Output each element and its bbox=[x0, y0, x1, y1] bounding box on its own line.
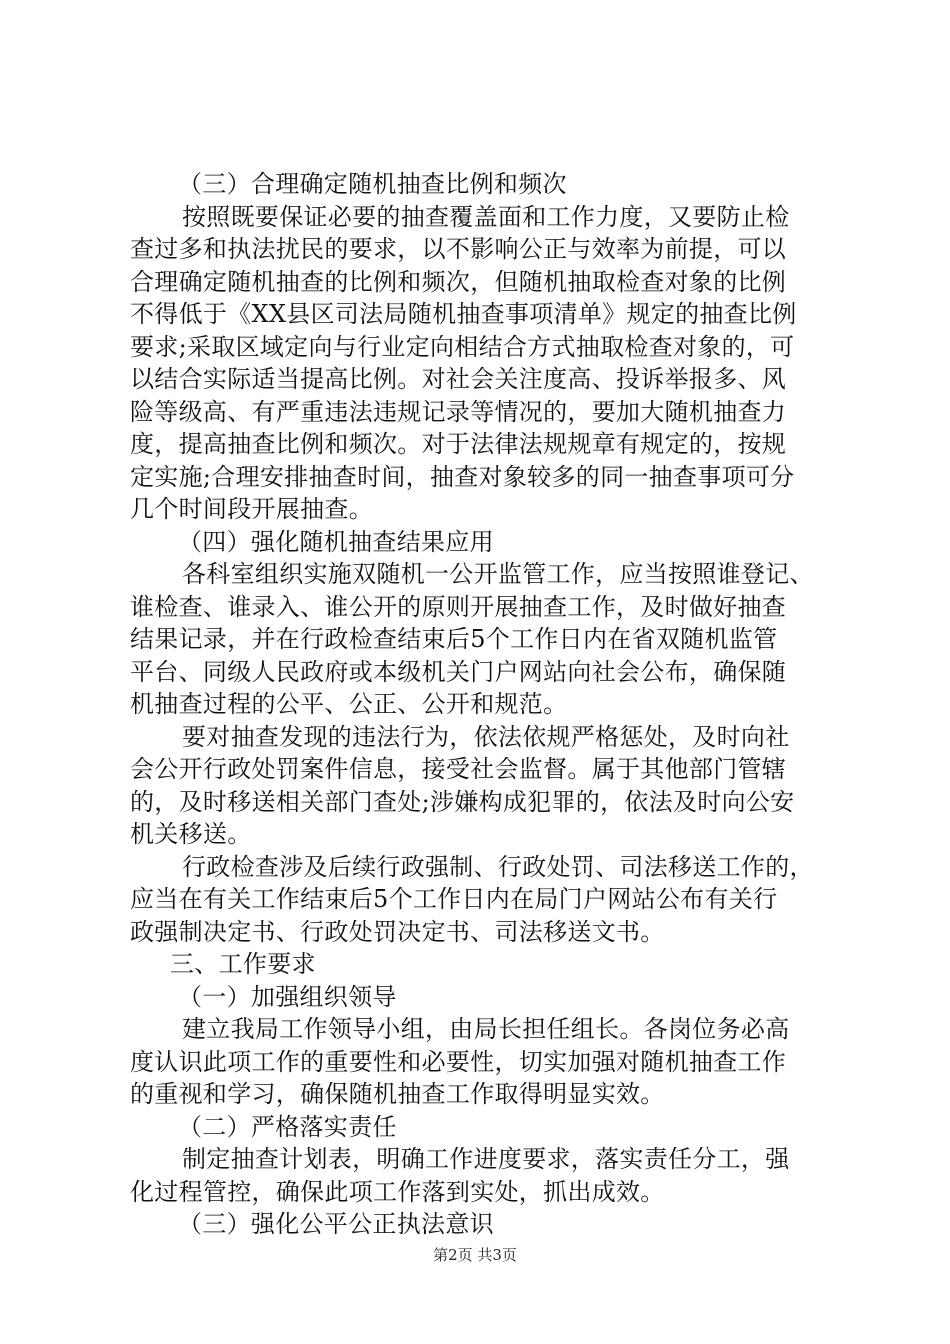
section-heading: （二）严格落实责任 bbox=[178, 1112, 397, 1141]
paragraph-line: 的重视和学习，确保随机抽查工作取得明显实效。 bbox=[130, 1080, 665, 1108]
paragraph-line: 度认识此项工作的重要性和必要性，切实加强对随机抽查工作 bbox=[130, 1047, 787, 1076]
paragraph-line: 行政检查涉及后续行政强制、行政处罚、司法移送工作的， bbox=[182, 852, 814, 881]
section-heading: （一）加强组织领导 bbox=[178, 982, 397, 1011]
paragraph-line: 险等级高、有严重违法违规记录等情况的，要加大随机抽查力 bbox=[130, 397, 787, 426]
paragraph-line: 查过多和执法扰民的要求，以不影响公正与效率为前提，可以 bbox=[130, 235, 787, 263]
document-body bbox=[130, 168, 830, 1241]
paragraph-line: 建立我局工作领导小组，由局长担任组长。各岗位务必高 bbox=[182, 1015, 790, 1043]
paragraph-line: 按照既要保证必要的抽查覆盖面和工作力度，又要防止检 bbox=[182, 202, 790, 231]
section-heading: （四）强化随机抽查结果应用 bbox=[178, 527, 494, 556]
section-heading: 三、工作要求 bbox=[170, 950, 316, 978]
paragraph-line: 以结合实际适当提高比例。对社会关注度高、投诉举报多、风 bbox=[130, 365, 787, 393]
paragraph-line: 会公开行政处罚案件信息，接受社会监督。属于其他部门管辖 bbox=[130, 755, 787, 783]
paragraph-line: 平台、同级人民政府或本级机关门户网站向社会公布，确保随 bbox=[130, 657, 787, 686]
section-heading: （三）强化公平公正执法意识 bbox=[178, 1210, 494, 1238]
paragraph-line: 政强制决定书、行政处罚决定书、司法移送文书。 bbox=[130, 917, 665, 946]
paragraph-line: 机抽查过程的公平、公正、公开和规范。 bbox=[130, 690, 568, 718]
paragraph-line: 各科室组织实施双随机一公开监管工作，应当按照谁登记、 bbox=[182, 560, 814, 588]
paragraph-line: 结果记录，并在行政检查结束后5个工作日内在省双随机监管 bbox=[130, 625, 778, 653]
paragraph-line: 机关移送。 bbox=[130, 820, 252, 848]
paragraph-line: 谁检查、谁录入、谁公开的原则开展抽查工作，及时做好抽查 bbox=[130, 592, 787, 621]
paragraph-line: 要对抽查发现的违法行为，依法依规严格惩处，及时向社 bbox=[182, 722, 790, 751]
paragraph-line: 合理确定随机抽查的比例和频次，但随机抽取检查对象的比例 bbox=[130, 267, 787, 296]
paragraph-line: 不得低于《XX县区司法局随机抽查事项清单》规定的抽查比例 bbox=[130, 300, 797, 328]
paragraph-line: 应当在有关工作结束后5个工作日内在局门户网站公布有关行 bbox=[130, 885, 778, 913]
paragraph-line: 要求;采取区域定向与行业定向相结合方式抽取检查对象的，可 bbox=[130, 332, 795, 361]
paragraph-line: 几个时间段开展抽查。 bbox=[130, 495, 373, 523]
paragraph-line: 的，及时移送相关部门查处;涉嫌构成犯罪的，依法及时向公安 bbox=[130, 787, 795, 816]
paragraph-line: 定实施;合理安排抽查时间，抽查对象较多的同一抽查事项可分 bbox=[130, 462, 795, 491]
section-heading: （三）合理确定随机抽查比例和频次 bbox=[178, 170, 567, 198]
page-number-footer: 第2页 共3页 bbox=[433, 1246, 517, 1264]
paragraph-line: 度，提高抽查比例和频次。对于法律法规规章有规定的，按规 bbox=[130, 430, 787, 458]
paragraph-line: 制定抽查计划表，明确工作进度要求，落实责任分工，强 bbox=[182, 1145, 790, 1173]
paragraph-line: 化过程管控，确保此项工作落到实处，抓出成效。 bbox=[130, 1177, 665, 1206]
